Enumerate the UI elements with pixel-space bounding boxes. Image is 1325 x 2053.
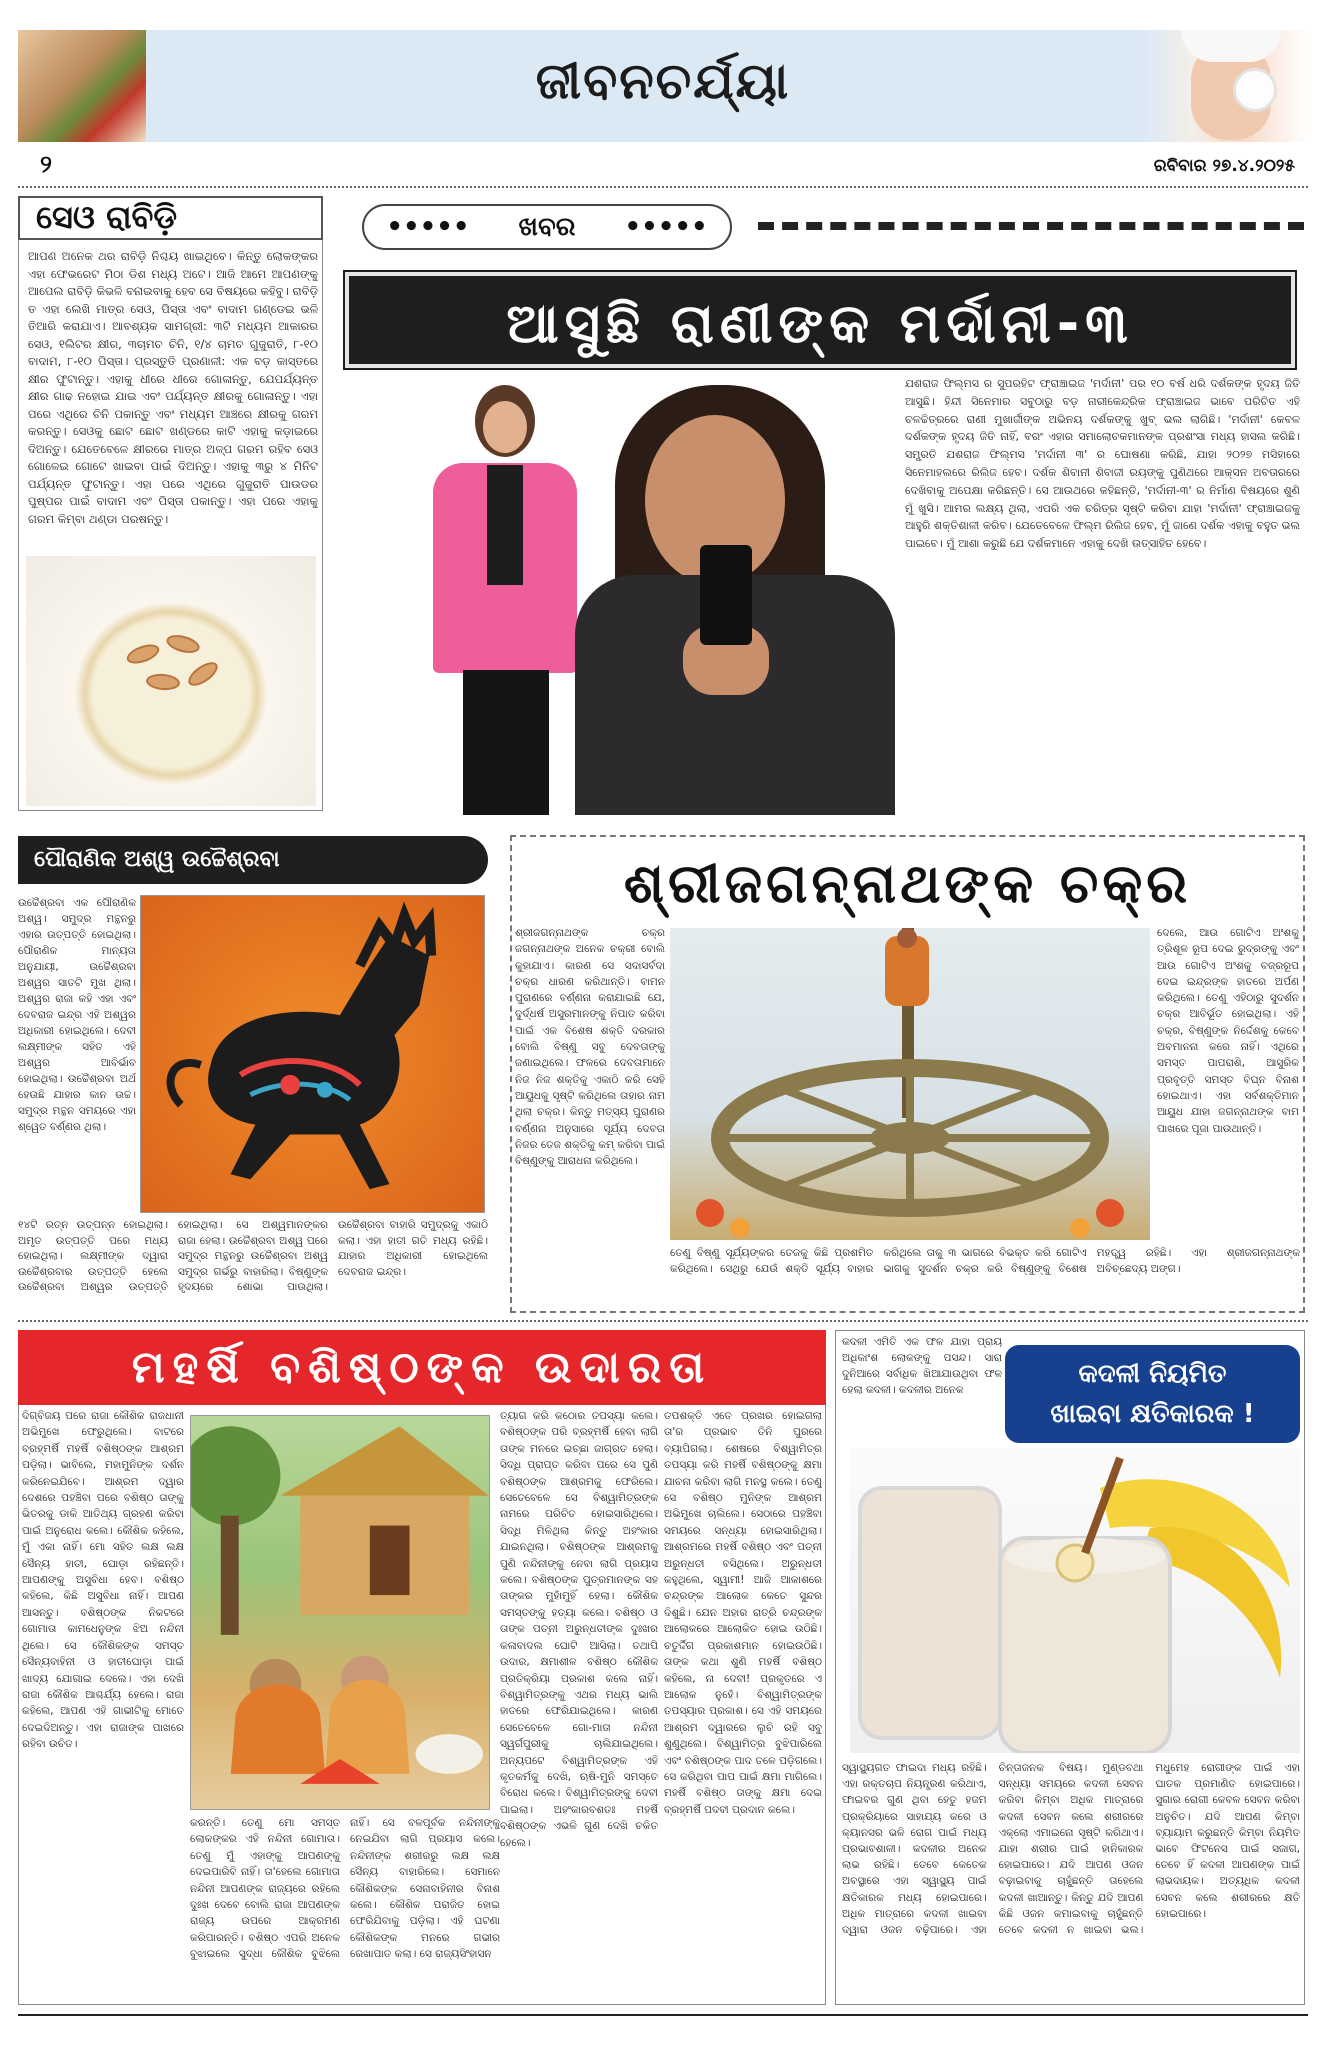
lead-headline: ଆସୁଛି ରାଣୀଙ୍କ ମର୍ଦାନୀ-୩ bbox=[345, 272, 1295, 368]
chakra-left-text: ଶ୍ରୀଜଗନ୍ନାଥଙ୍କ ଚକ୍ର ଜଗନ୍ନାଥଙ୍କ ଅନେକ ଚକ୍ରୀ ବୋଲି କୁହାଯାଏ। କାରଣ ସେ ସଦାସର୍ବଦା ଚକ୍ର ଧାରଣ କରିଥାନ୍ତି। ବାମନ ପୁରାଣରେ ବର୍ଣ୍ଣନା କରାଯାଇଛି ଯେ, ଦୁର୍ଦ୍ଧର୍ଷ ଅସୁରମାନଙ୍କୁ ନିପାତ କରିବା ପାଇଁ ଏକ ବିଶେଷ ଶକ୍ତି ଦରକାର ବୋଲି ବିଷ୍ଣୁ ସବୁ ଦେବତାଙ୍କୁ ଜଣାଇଥିଲେ। ଫଳରେ ଦେବତାମାନେ ନିଜ ନିଜ ଶକ୍ତିକୁ ଏକାଠି କରି ସେହି ଆୟୁଧକୁ ସୃଷ୍ଟି କରିଥିଲେ ତାହାର ନାମ ଥିଲା ଚକ୍ର। କିନ୍ତୁ ମତ୍ସ୍ୟ ପୁରାଣର ବର୍ଣ୍ଣନା ଅନୁସାରେ ସୂର୍ଯ୍ୟ ଦେବତା ନିଜର ତେଜ ଶକ୍ତିକୁ କମ୍ କରିବା ପାଇଁ ବିଷ୍ଣୁଙ୍କୁ ଆରାଧନା କରିଥିଲେ। bbox=[515, 927, 665, 1168]
page-date: ରବିବାର ୨୭.୪.୨୦୨୫ bbox=[1153, 156, 1295, 176]
banana-intro-text: କଦଳୀ ଏମିତି ଏକ ଫଳ ଯାହା ପ୍ରାୟ ଅଧିକାଂଶ ଲୋକଙ୍କୁ ପସନ୍ଦ। ସାରା ଦୁନିଆରେ ସର୍ବାଧିକ ଖିଆଯାଉଥିବା ଫଳ ହେଲା କଦଳୀ। କଦଳୀର ଅନେକ bbox=[842, 1336, 1002, 1396]
vashishtha-col-1: ଦିଗ୍ବିଜୟ ପରେ ରାଜା କୌଶିକ ରାଜଧାନୀ ଅଭିମୁଖେ ଫେରୁଥିଲେ। ବାଟରେ ବ୍ରହ୍ମର୍ଷି ମହର୍ଷି ବଶିଷ୍ଠଙ୍କ ଆଶ୍ରମ ପଡ଼ିଲା। ଭାବିଲେ, ମହାମୁନିଙ୍କ ଦର୍ଶନ କରିନେଇଯିବେ। ଆଶ୍ରମ ଦ୍ୱାର ଦେଶରେ ପହଞ୍ଚିବା ପରେ ବଶିଷ୍ଠ ତାଙ୍କୁ ଭିତରକୁ ଡାକି ଆତିଥ୍ୟ ଗ୍ରହଣ କରିବା ପାଇଁ ଅନୁରୋଧ କଲେ। କୌଶିକ କହିଲେ, ମୁଁ ଏକା ନାହିଁ। ମୋ ସହିତ ଲକ୍ଷ ଲକ୍ଷ ସୈନ୍ୟ ହାତୀ, ଘୋଡ଼ା ରହିଛନ୍ତି। ଆପଣଙ୍କୁ ଅସୁବିଧା ହେବ। ବଶିଷ୍ଠ କହିଲେ, କିଛି ଅସୁବିଧା ନାହିଁ। ଆପଣ ଆସନ୍ତୁ। ବଶିଷ୍ଠଙ୍କ ନିକଟରେ ଗୋମାତା କାମଧେନୁଙ୍କ ଝିଅ ନନ୍ଦିନୀ ଥିଲେ। ସେ କୌଶିକଙ୍କ ସମସ୍ତ ସୈନ୍ୟବାହିନୀ ଓ ହାତୀଘୋଡ଼ା ପାଇଁ ଖାଦ୍ୟ ଯୋଗାଇ ଦେଲେ। ଏହା ଦେଖି ରାଜା କୌଶିକ ଆଶ୍ଚର୍ଯ୍ୟ ହେଲେ। ରାଜା କହିଲେ, ଆପଣ ଏହି ଗାଭୀଟିକୁ ମୋତେ ଦେଇଦିଅନ୍ତୁ। ଏହା ରାଜାଙ୍କ ପାଖରେ ରହିବା ଉଚିତ। bbox=[22, 1410, 184, 1751]
masthead bbox=[18, 30, 1308, 142]
chakra-article-title: ଶ୍ରୀଜଗନ୍ନାଥଙ୍କ ଚକ୍ର bbox=[623, 852, 1192, 915]
banana-article-body: ସ୍ୱାସ୍ଥ୍ୟଗତ ଫାଇଦା ମଧ୍ୟ ରହିଛି। ଏହା ରକ୍ତଚାପ ନିୟନ୍ତ୍ରଣ କରିଥାଏ, ଫାଇବର ଗୁଣ ଥିବା ହେତୁ ହଜମ ପ୍ରକ୍ରିୟାରେ ସାହାଯ୍ୟ କରେ ଓ କ୍ୟାନସର ଭଳି ରୋଗ ପାଇଁ ମଧ୍ୟ ପ୍ରଭାବଶାଳୀ। କଦଳୀର ଅନେକ ଲାଭ ରହିଛି। ତେବେ କେତେକ ଅବସ୍ଥାରେ ଏହା ସ୍ୱାସ୍ଥ୍ୟ ପାଇଁ କ୍ଷତିକାରକ ମଧ୍ୟ ହୋଇପାରେ। ଅଧିକ ମାତ୍ରାରେ କଦଳୀ ଖାଇବା ଦ୍ୱାରା ଓଜନ ବଢ଼ିପାରେ। ଏହା ଚିନ୍ତାଜନକ ବିଷୟ। ମୁଣ୍ଡବଥା ସନ୍ଧ୍ୟା ସମୟରେ କଦଳୀ ସେବନ କରିବା କିମ୍ବା ଅଧିକ ମାତ୍ରାରେ କଦଳୀ ସେବନ କଲେ ଶରୀରରେ ଏକ୍ଲୋ ଏମାଇନୋ ସୃଷ୍ଟି କରିଥାଏ। ଯାହା ଶରୀର ପାଇଁ ହାନିକାରକ ହୋଇପାରେ। ଯଦି ଆପଣ ଓଜନ ବଢ଼ାଇବାକୁ ଚାହୁଁଛନ୍ତି ତାହେଲେ କଦଳୀ ଖାଆନ୍ତୁ। କିନ୍ତୁ ଯଦି ଆପଣ କିଛି ଓଜନ କମାଇବାକୁ ଚାହୁଁଛନ୍ତି ତେବେ କଦଳୀ ନ ଖାଇବା ଭଲ। ମଧୁମେହ ରୋଗୀଙ୍କ ପାଇଁ ଏହା ଘାତକ ପ୍ରମାଣିତ ହୋଇପାରେ। ସୁଗାର ରୋଗୀ କେବଳ ସେବନ କରିବା ଅନୁଚିତ। ଯଦି ଆପଣ କିମ୍ବା ବ୍ୟାୟାମ କରୁଛନ୍ତି କିମ୍ବା ନିୟମିତ ଭାବେ ଫିଟନେସ ପାଇଁ ସଜାଗ, ତେବେ ହିଁ କଦଳୀ ଆପଣଙ୍କ ପାଇଁ ଲାଭଦାୟକ। ଅତ୍ୟଧିକ କଦଳୀ ସେବନ କଲେ ଶରୀରରେ କ୍ଷତି ହୋଇପାରେ। bbox=[842, 1762, 1300, 1937]
header-divider bbox=[18, 186, 1308, 188]
sage-hut-illustration bbox=[191, 1416, 489, 1809]
horse-article-side-text: ଉଚ୍ଚୈଶ୍ରବା ଏକ ପୌରାଣିକ ଅଶ୍ୱ। ସମୁଦ୍ର ମନ୍ଥନରୁ ଏହାର ଉତ୍ପତ୍ତି ହୋଇଥିଲା। ପୌରାଣିକ ମାନ୍ୟତା ଅନୁଯାୟୀ, ଉଚ୍ଚୈଶ୍ରବା ଅଶ୍ୱର ସାତଟି ମୁଖ ଥିଲା। ଅଶ୍ୱର ରାଜା କହି ଏହା ଏବଂ ଦେବରାଜ ଇନ୍ଦ୍ର ଏହି ଅଶ୍ୱର ଅଧିକାରୀ ହୋଇଥିଲେ। ଦେବୀ ଲକ୍ଷ୍ମୀଙ୍କ ସହିତ ଏହି ଅଶ୍ୱର ଆବିର୍ଭାବ ହୋଇଥିଲା। ଉଚ୍ଚୈଶ୍ରବା ଅର୍ଥ ହେଉଛି ଯାହାର କାନ ଉଚ୍ଚ। ସମୁଦ୍ର ମନ୍ଥନ ସମୟରେ ଏହା ଶ୍ୱେତ ବର୍ଣ୍ଣର ଥିଲା। bbox=[18, 897, 136, 1133]
horse-painting bbox=[140, 895, 485, 1213]
rani-mukerji-photo bbox=[400, 375, 895, 815]
horse-illustration bbox=[141, 896, 484, 1212]
page-number: ୨ bbox=[40, 150, 52, 178]
news-section-label bbox=[362, 204, 732, 250]
banana-title-line-1: କଦଳୀ ନିୟମିତ bbox=[1078, 1359, 1227, 1389]
footer-rule bbox=[18, 2014, 1308, 2016]
vashishtha-col-3: ତ୍ୟାଗ କରି କଠୋର ତପସ୍ୟା କଲେ। ବଶିଷ୍ଠଙ୍କ ପରି ବ୍ରହ୍ମର୍ଷି ହେବା ଲାଗି ତାଙ୍କ ମନରେ ଇଚ୍ଛା ଜାଗ୍ରତ ହେଲା। ସିଦ୍ଧି ପ୍ରାପ୍ତ କରିବା ପରେ ସେ ପୁଣି ବଶିଷ୍ଠଙ୍କ ଆଶ୍ରମକୁ ଫେରିଲେ। ସେତେବେଳେ ସେ ବିଶ୍ୱାମିତ୍ରଙ୍କ ନାମରେ ପରିଚିତ ହୋଇସାରିଥିଲେ। ସିଦ୍ଧି ମିଳିଥିଲା କିନ୍ତୁ ଅହଂକାର ଯାଇନଥିଲା। ବଶିଷ୍ଠଙ୍କ ଆଶ୍ରମକୁ ପୁଣି ନନ୍ଦିନୀଙ୍କୁ ନେବା ଲାଗି ପ୍ରୟାସ କଲେ। ବଶିଷ୍ଠଙ୍କ ପୁତ୍ରମାନଙ୍କ ସହ ତାଙ୍କର ମୁହାଁମୁହିଁ ହେଲା। କୌଶିକ ସମସ୍ତଙ୍କୁ ହତ୍ୟା କଲେ। ବଶିଷ୍ଠ ଓ ତାଙ୍କ ପତ୍ନୀ ଅରୁନ୍ଧତୀଙ୍କ ଦୁଃଖର କଳାବାଦଲ ଘୋଟି ଆସିଲା। ତଥାପି ଉଦାର, କ୍ଷମାଶୀଳ ବଶିଷ୍ଠ କୌଶିକ ପ୍ରତିକ୍ରିୟା ପ୍ରକାଶ କଲେ ନାହିଁ। ବିଶ୍ୱାମିତ୍ରଙ୍କୁ ଏଥର ମଧ୍ୟ ଭାଲି ହାତରେ ଫେରିଯାଇଥିଲେ। କାରଣ ସେତେବେଳେ ଗୋ-ମାତା ନନ୍ଦିନୀ ସ୍ୱର୍ଗପୁରୀକୁ ଚାଲିଯାଇଥିଲେ। ଅନ୍ୟପଟେ ବିଶ୍ୱାମିତ୍ରଙ୍କ ଏହି କୃତକର୍ମକୁ ଦେଖି, ଋଷି-ମୁନି ସମସ୍ତେ ବିରୋଧ କଲେ। ବିଶ୍ୱାମିତ୍ରଙ୍କୁ ଦେବୀ ପାଇଲା। ଅହଂକାରବଶତଃ ମହର୍ଷି ବଶିଷ୍ଠଙ୍କ ଏଭଳି ଗୁଣ ଦେଖି ଚକିତ ହେଲେ। bbox=[500, 1410, 658, 1849]
recipe-body: ଆପଣ ଅନେକ ଥର ରାବିଡ଼ି ନିଶ୍ଚୟ ଖାଇଥିବେ। କିନ୍ତୁ ଲୋକଙ୍କର ଏହା ଫେଭରେଟ ମିଠା ଡିଶ ମଧ୍ୟ ଅଟେ। ଆଜି ଆମେ ଆପଣଙ୍କୁ ଆପେଲ ରାବିଡ଼ି କିଭଳି ବନାଇବାକୁ ହେବ ସେ ବିଷୟରେ କହିବୁ। ରାବିଡ଼ି ତ ଏହା ଲେଖି ମାତ୍ର ସେଓ, ପିସ୍ତା ଏବଂ ବାଦାମ ଗଣ୍ଡେଇ ଭଳି ତିଆରି କରାଯାଏ। ଆବଶ୍ୟକ ସାମଗ୍ରୀ: ୩ଟି ମଧ୍ୟମ ଆକାରର ସେଓ, ୧ଲିଟର କ୍ଷୀର, ୩ଚାମଚ ଚିନି, ୧/୪ ଚାମଚ ଗୁଜୁରାତି, ୮-୧୦ ବାଦାମ, ୮-୧୦ ପିସ୍ତା। ପ୍ରସ୍ତୁତି ପ୍ରଣାଳୀ: ଏକ ବଡ଼ କାସ୍ତରେ କ୍ଷୀର ଫୁଟାନ୍ତୁ। ଏହାକୁ ଧୀରେ ଧୀରେ ଗୋଳାନ୍ତୁ, ଯେପର୍ଯ୍ୟନ୍ତ କ୍ଷୀର ଗାଢ ନହୋଇ ଯାଇ ଏବଂ ପର୍ଯ୍ୟନ୍ତ କ୍ଷୀରକୁ ଗୋଳାନ୍ତୁ। ଏହା ପରେ ଏଥିରେ ଚିନି ପକାନ୍ତୁ ଏବଂ ମଧ୍ୟମ ଆଞ୍ଚରେ କ୍ଷୀରକୁ ଗରମ କରନ୍ତୁ। ସେଓକୁ ଛୋଟ ଛୋଟ ଖଣ୍ଡରେ କାଟି ଏହାକୁ କଡ଼ାଇରେ ଦିଅନ୍ତୁ। ଯେତେବେଳେ କ୍ଷୀରରେ ମାତ୍ର ଅଳ୍ପ ଗରମ ରହିବ ସେଓ ଗୋଳେଇ ଗୋଟେ ଖାଇବା ପାଇଁ ଦିଅନ୍ତୁ। ଏହାକୁ ୩ରୁ ୪ ମିନିଟ ପର୍ଯ୍ୟନ୍ତ ଫୁଟାନ୍ତୁ। ଏହା ପରେ ଏଥିରେ ଗୁଜୁରାତି ପାଉଡର ପୁଷ୍ପର ପାଇଁ ବାଦାମ ଏବଂ ପିସ୍ତା ପକାନ୍ତୁ। ଏହା ପରେ ଏହାକୁ ଗରମ କିମ୍ବା ଥଣ୍ଡା ପରଷନ୍ତୁ। bbox=[28, 249, 318, 526]
banana-smoothie-illustration bbox=[850, 1448, 1300, 1753]
banana-article-title bbox=[1005, 1345, 1300, 1443]
neela-chakra-photo bbox=[670, 928, 1150, 1240]
recipe-title: ସେଓ ରାବିଡ଼ି bbox=[18, 196, 323, 240]
dots-left: ••••• bbox=[386, 212, 470, 242]
news-dashed-rule bbox=[758, 222, 1304, 230]
vashishtha-under-image-text: କରନ୍ତି। ତେଣୁ ମୋ ସମସ୍ତ ଲୋକଙ୍କର ଏହି ନନ୍ଦିନୀ ଗୋମାତା। ତେଣୁ ମୁଁ ଏହାଙ୍କୁ ଆପଣଙ୍କୁ ଦେଇପାରିବି ନାହିଁ। ତା'ହେଲେ ଗୋମାତା ନନ୍ଦିନୀ ଆପଣଙ୍କ ରାଜ୍ୟରେ ରହିଲେ ଦୁଃଖ ଦେବେ ବୋଲି ରାଜା ଆପଣଙ୍କ ରାଜ୍ୟ ଉପରେ ଆକ୍ରମଣ କରିପାରନ୍ତି। ବଶିଷ୍ଠ ଏପରି ଅନେକ ବୁଝାଇଲେ ସୁଦ୍ଧା କୌଶିକ ବୁଝିଲେ ନାହିଁ। ସେ ବଳପୂର୍ବକ ନନ୍ଦିନୀଙ୍କୁ ନେଇଯିବା ଲାଗି ପ୍ରୟାସ କଲେ। ନନ୍ଦିନୀଙ୍କ ଶରୀରରୁ ଲକ୍ଷ ଲକ୍ଷ ସୈନ୍ୟ ବାହାରିଲେ। ସେମାନେ କୌଶିକଙ୍କ ସେନାବାହିନୀର ବିନାଶ କଲେ। କୌଶିକ ପରାଜିତ ହୋଇ ଫେରିଯିବାକୁ ପଡ଼ିଲା। ଏହି ଘଟଣା କୌଶିକଙ୍କ ମନରେ ଗଭୀର ରେଖାପାତ କଲା। ସେ ରାଜ୍ୟସିଂହାସନ bbox=[190, 1817, 500, 1961]
chakra-right-text: ଦେଲେ, ଆଉ ଗୋଟିଏ ଅଂଶକୁ ତ୍ରିଶୂଳ ରୂପ ଦେଇ ରୁଦ୍ରଙ୍କୁ ଏବଂ ଆଉ ଗୋଟିଏ ଅଂଶକୁ ବଜ୍ରରୂପ ଦେଇ ଇନ୍ଦ୍ରଙ୍କ ହାତରେ ଅର୍ପଣ କରିଥିଲେ। ତେଣୁ ଏହିଠାରୁ ସୁଦର୍ଶନ ଚକ୍ର ଆବିର୍ଭୂତ ହୋଇଥିଲା। ଏହି ଚକ୍ର, ବିଷ୍ଣୁଙ୍କ ନିର୍ଦ୍ଦେଶକୁ କେବେ ଅବମାନନା କରେ ନାହିଁ। ଏଥିରେ ସମସ୍ତ ପାପରାଶି, ଆସୁରିକ ପ୍ରବୃତ୍ତି ସମସ୍ତ ବିଘ୍ନ ବିନାଶ ହୋଇଥାଏ। ଏହା ସର୍ବଶକ୍ତିମାନ ଆୟୁଧ ଯାହା ଜଗନ୍ନାଥଙ୍କ ବାମ ପାଖରେ ପୂଜା ପାଉଥାନ୍ତି। bbox=[1157, 927, 1299, 1135]
banana-smoothie-photo bbox=[850, 1448, 1300, 1753]
vashishtha-col-4: ତପଶକ୍ତି ଏତେ ପ୍ରଖର ହୋଇଗଲା ତା'ର ପ୍ରଭାବ ତିନି ପୁରରେ ବ୍ୟାପିଗଲା। ଶେଷରେ ବିଶ୍ୱାମିତ୍ର ତପସ୍ୟା କରି ମହର୍ଷି ବଶିଷ୍ଠଙ୍କୁ କ୍ଷମା ଯାଚନା କରିବା ଲାଗି ମନସ୍ଥ କଲେ। ତେଣୁ ସେ ବଶିଷ୍ଠ ମୁନିଙ୍କ ଆଶ୍ରମ ଅଭିମୁଖେ ଚାଲିଲେ। ସେଠାରେ ପହଞ୍ଚିବା ସମୟରେ ସନ୍ଧ୍ୟା ହୋଇସାରିଥିଲା। ଆଶ୍ରମରେ ମହର୍ଷି ବଶିଷ୍ଠ ଏବଂ ପତ୍ନୀ ଅରୁନ୍ଧତୀ ବସିଥିଲେ। ଅରୁନ୍ଧତୀ କହୁଥିଲେ, ସ୍ୱାମୀ! ଆଜି ଆକାଶରେ ଚନ୍ଦ୍ରଙ୍କ ଆଲୋକ କେତେ ସୁନ୍ଦର ଦିଶୁଛି। ଯେନ ଅହାର ରାତ୍ରି ଚନ୍ଦ୍ରଙ୍କ ଆଲୋକରେ ଆଲୋକିତ ହୋଇ ଉଠିଛି। ଚତୁର୍ଦ୍ଦିଗ ପ୍ରକାଶମାନ ହୋଇଉଠିଛି। ତାଙ୍କ କଥା ଶୁଣି ମହର୍ଷି ବଶିଷ୍ଠ କହିଲେ, ନା ଦେବୀ! ପ୍ରକୃତରେ ଏ ଆଲୋକ ନୁହେଁ। ବିଶ୍ୱାମିତ୍ରଙ୍କ ତପସ୍ୟାର ପ୍ରକାଶ। ସେ ଏହି ସମୟରେ ଆଶ୍ରମ ଦ୍ୱାରରେ ଲୁଚି ରହି ସବୁ ଶୁଣୁଥିଲେ। ବିଶ୍ୱାମିତ୍ର ବୁଝିପାରିଲେ ଏବଂ ବଶିଷ୍ଠଙ୍କ ପାଦ ତଳେ ପଡ଼ିଗଲେ। ସେ କରିଥିବା ପାପ ପାଇଁ କ୍ଷମା ମାଗିଲେ। ମହର୍ଷି ବଶିଷ୍ଠ ତାଙ୍କୁ କ୍ଷମା ଦେଇ ବ୍ରହ୍ମର୍ଷି ପଦବୀ ପ୍ରଦାନ କଲେ। bbox=[664, 1410, 822, 1816]
banana-title-line-2: ଖାଇବା କ୍ଷତିକାରକ ! bbox=[1050, 1399, 1255, 1429]
dots-right: ••••• bbox=[624, 212, 708, 242]
woman-skincare-image bbox=[1143, 30, 1308, 142]
masthead-title: ଜୀବନଚର୍ଯ୍ୟା bbox=[535, 52, 791, 110]
horse-article-title: ପୌରାଣିକ ଅଶ୍ୱ ଉଚ୍ଚୈଶ୍ରବା bbox=[18, 836, 488, 884]
horse-article-bottom-text: ୧୪ଟି ରତ୍ନ ଉତ୍ପନ୍ନ ହୋଇଥିଲା। ଅମୃତ ଉତ୍ପତ୍ତି ପରେ ମଧ୍ୟ ହୋଇଥିଲା। ଲକ୍ଷ୍ମୀଙ୍କ ଦ୍ୱାରା ଉଚ୍ଚୈଶ୍ରବାର ଉତ୍ପତ୍ତି ହେଲେ ଉଚ୍ଚୈଶ୍ରବା ଅଶ୍ୱର ଉତ୍ପତ୍ତି ହୋଇଥିଲା। ସେ ଅଶ୍ୱମାନଙ୍କର ରାଜା ହେଲା। ଉଚ୍ଚୈଶ୍ରବା ଅଶ୍ୱ ପରେ ସମୁଦ୍ର ମନ୍ଥନରୁ ଉଚ୍ଚୈଶ୍ରବା ଅଶ୍ୱ ସମୁଦ୍ର ଗର୍ଭରୁ ବାହାରିଲା। ବିଷ୍ଣୁଙ୍କ ହୃଦୟରେ ଶୋଭା ପାଉଥିଲା। ଉଚ୍ଚୈଶ୍ରବା ବାହାରି ସମୁଦ୍ରକୁ ଏକାଠି କଲା। ଏହା ହାତୀ ଗତି ମଧ୍ୟ ରହିଛି। ଯାହାର ଅଧିକାରୀ ହୋଇଥିଲେ ଦେବରାଜ ଇନ୍ଦ୍ର। bbox=[18, 1219, 488, 1293]
chakra-bottom-text: ତେଣୁ ବିଷ୍ଣୁ ସୂର୍ଯ୍ୟଙ୍କର ତେଜକୁ କିଛି ପ୍ରଶମିତ କରିଥିଲେ। ସେଥିରୁ ଯେଉଁ ଶକ୍ତି ସୂର୍ଯ୍ୟ ବାହାର କରିଥିଲେ ତାକୁ ୩ ଭାଗରେ ବିଭକ୍ତ କରି ଗୋଟିଏ ଭାଗକୁ ସୁଦର୍ଶନ ଚକ୍ର କରି ବିଷ୍ଣୁଙ୍କୁ ବିଶେଷ ମହତ୍ତ୍ୱ ରହିଛି। ଏହା ଶ୍ରୀଜଗନ୍ନାଥଙ୍କ ଅବିଚ୍ଛେଦ୍ୟ ଅଙ୍ଗ। bbox=[670, 1247, 1300, 1275]
vashishtha-article-title: ମହର୍ଷି ବଶିଷ୍ଠଙ୍କ ଉଦାରତା bbox=[18, 1330, 826, 1405]
lead-article-body: ଯଶରାଜ ଫିଲ୍ମସ ର ସୁପରହିଟ ଫ୍ରାଞ୍ଚାଇଜ 'ମର୍ଦାନୀ' ପର ୧୦ ବର୍ଷ ଧରି ଦର୍ଶକଙ୍କ ହୃଦୟ ଜିତି ଆସୁଛି। ହିନ୍ଦୀ ସିନେମାର ସବୁଠାରୁ ବଡ଼ ନାରୀକେନ୍ଦ୍ରିକ ଫ୍ରାଞ୍ଚାଇଜ ଭାବେ ପରିଚିତ ଏହି ଚଳଚ୍ଚିତ୍ରରେ ରାଣୀ ମୁଖାର୍ଜୀଙ୍କ ଅଭିନୟ ଦର୍ଶକଙ୍କୁ ଖୁବ୍ ଭଲ ଲାଗିଛି। 'ମର୍ଦାନୀ' କେବଳ ଦର୍ଶକଙ୍କ ହୃଦୟ ଜିତି ନାହିଁ, ବରଂ ଏହାର ସମାଲୋଚକମାନଙ୍କ ପ୍ରଶଂସା ମଧ୍ୟ ହାସଲ କରିଛି। ସମ୍ପ୍ରତି ଯଶରାଜ ଫିଲ୍ମସ 'ମର୍ଦାନୀ ୩' ର ଘୋଷଣା କରିଛି, ଯାହା ୨୦୨୭ ମସିହାରେ ସିନେମାହଲରେ ରିଲିଜ ହେବ। ଦର୍ଶକ ଶିବାନୀ ଶିବାଜୀ ରୟଙ୍କୁ ପୁଣିଥରେ ଆକ୍ସନ ଅବତାରରେ ଦେଖିବାକୁ ଅପେକ୍ଷା କରିଛନ୍ତି। ସେ ଆଉଥରେ କହିଛନ୍ତି, 'ମର୍ଦାନୀ-୩' ର ନିର୍ମାଣ ବିଷୟରେ ଶୁଣି ମୁଁ ଖୁସି। ଆମର ଲକ୍ଷ୍ୟ ଥିଲା, ଏପରି ଏକ ଚରିତ୍ର ସୃଷ୍ଟି କରିବା ଯାହା 'ମର୍ଦାନୀ' ଫ୍ରାଞ୍ଚାଇଜକୁ ଆହୁରି ଶକ୍ତିଶାଳୀ କରିବ। ଯେତେବେଳେ ଫିଲ୍ମ ରିଲିଜ ହେବ, ମୁଁ ଜାଣେ ଦର୍ଶକ ଏହାକୁ ବହୁତ ଭଲ ପାଇବେ। ମୁଁ ଆଶା କରୁଛି ଯେ ଦର୍ଶକମାନେ ଏହାକୁ ଦେଖି ଉତ୍ସାହିତ ହେବେ। bbox=[905, 377, 1300, 551]
middle-divider bbox=[18, 1320, 1308, 1322]
apple-rabdi-image bbox=[26, 556, 316, 806]
chakra-wheel-illustration bbox=[670, 928, 1150, 1240]
news-label: ଖବର bbox=[518, 212, 576, 242]
sage-painting bbox=[190, 1415, 490, 1810]
